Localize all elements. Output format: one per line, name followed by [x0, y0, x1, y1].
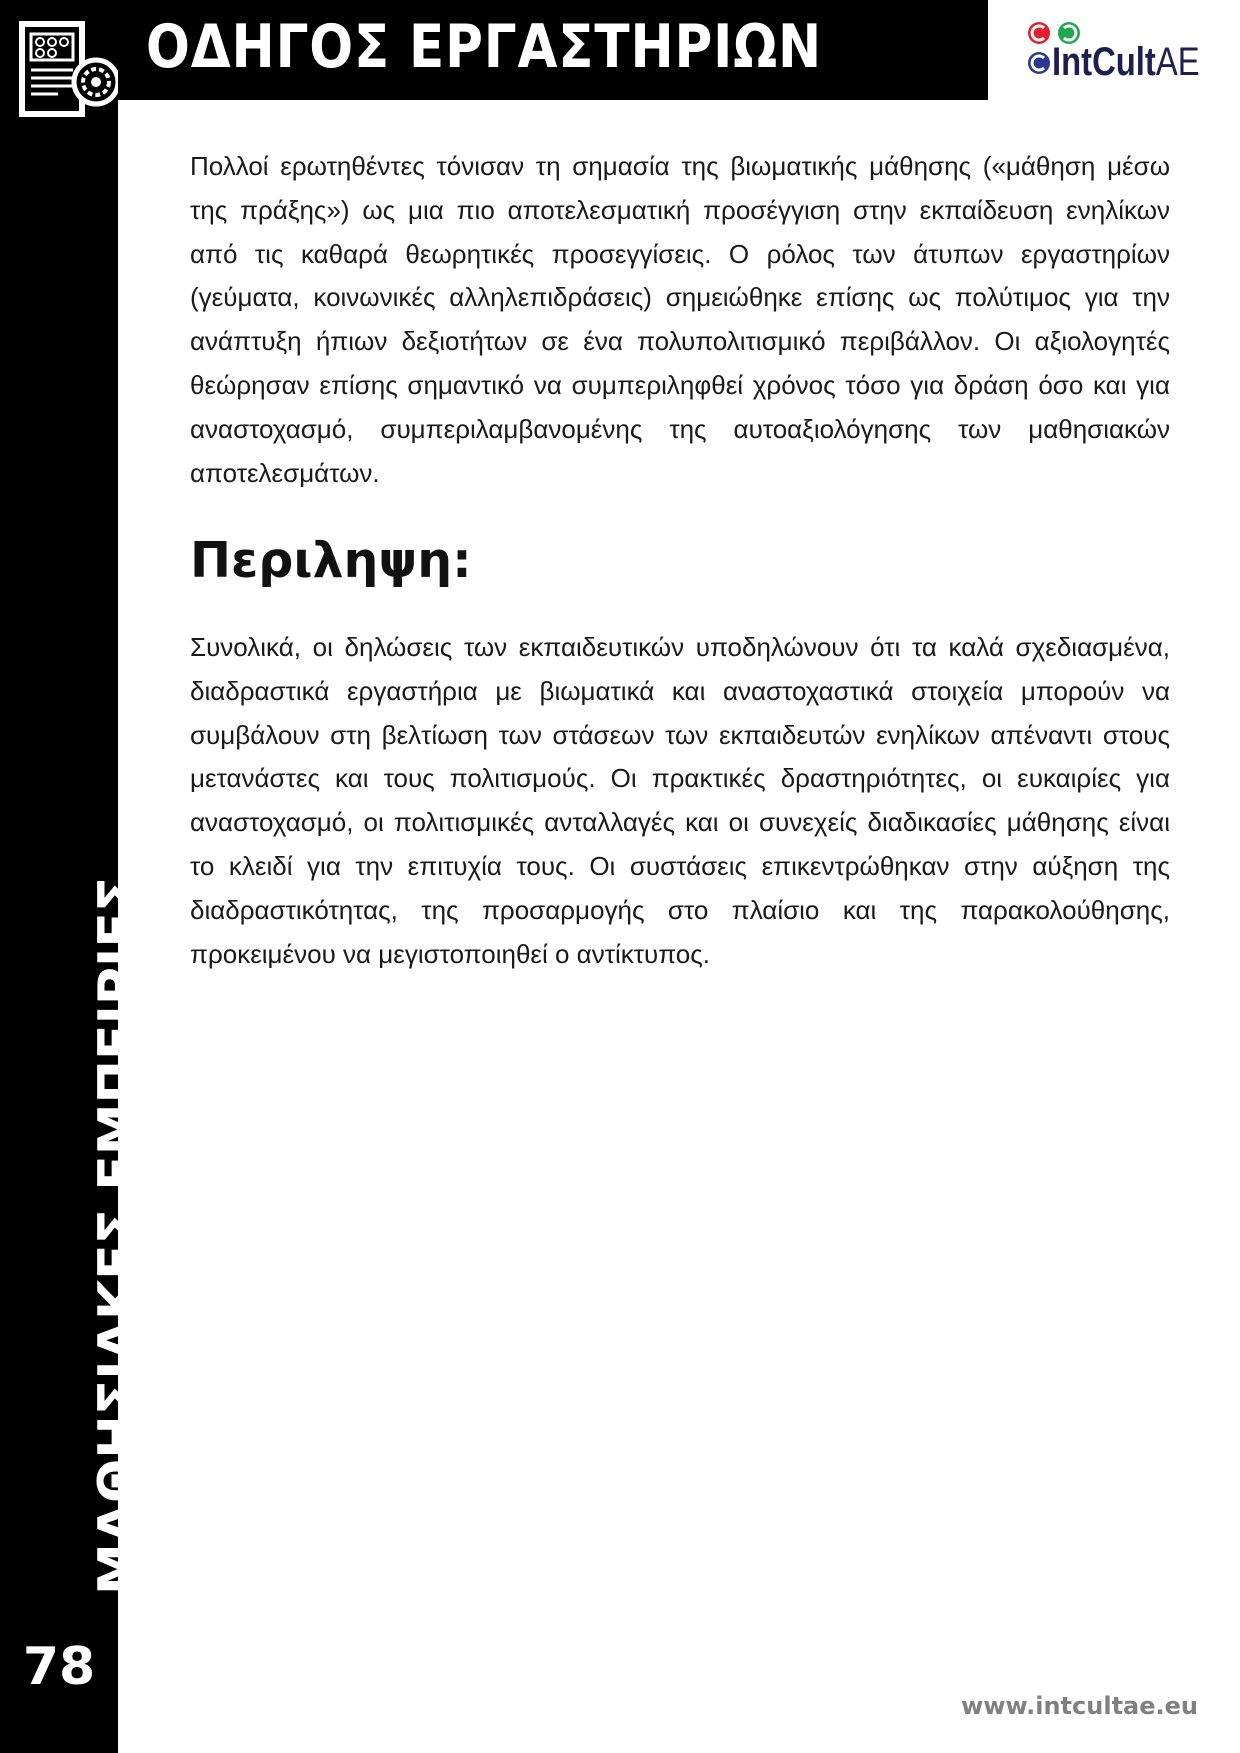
section-label: ΜΑΘΗΣΙΑΚΕΣ ΕΜΠΕΙΡΙΕΣ: [88, 876, 148, 1595]
intro-paragraph: Πολλοί ερωτηθέντες τόνισαν τη σημασία της βιωματικής μάθησης («μάθηση μέσω της πράξης») ως μια πιο αποτελεσματική προσέγγιση στην εκπαίδευση ενηλίκων από τις καθαρά θεωρητικές προσεγγίσεις. Ο ρόλος των άτυπων εργαστηρίων (γεύματα, κοινωνικές αλληλεπιδράσεις) σημειώθηκε επίσης ως πολύτιμος για την ανάπτυξη ήπιων δεξιοτήτων σε ένα πολυπολιτισμικό περιβάλλον. Οι αξιολογητές θεώρησαν επίσης σημαντικό να συμπεριληφθεί χρόνος τόσο για δράση όσο και για αναστοχασμό, συμπεριλαμβανομένης της αυτοαξιολόγησης των μαθησιακών αποτελεσμάτων.: [190, 151, 1170, 488]
document-gear-icon: [18, 20, 118, 130]
summary-heading: Περιληψη:: [190, 532, 472, 589]
page-number: 78: [22, 1637, 96, 1697]
logo-text-light: AE: [1155, 40, 1200, 84]
logo-text: [1052, 42, 1200, 82]
page-title: ΟΔΗΓΟΣ ΕΡΓΑΣΤΗΡΙΩΝ: [146, 12, 823, 82]
summary-section: [190, 626, 1170, 976]
footer-url[interactable]: www.intcultae.eu: [961, 1692, 1198, 1720]
logo-text-bold: IntCult: [1052, 40, 1156, 84]
intro-section: [190, 145, 1170, 495]
summary-paragraph: Συνολικά, οι δηλώσεις των εκπαιδευτικών υποδηλώνουν ότι τα καλά σχεδιασμένα, διαδραστικά εργαστήρια με βιωματικά και αναστοχαστικά στοιχεία μπορούν να συμβάλουν στη βελτίωση των στάσεων των εκπαιδευτών ενηλίκων απέναντι στους μετανάστες και τους πολιτισμούς. Οι πρακτικές δραστηριότητες, οι ευκαιρίες για αναστοχασμό, οι πολιτισμικές ανταλλαγές και οι συνεχείς διαδικασίες μάθησης είναι το κλειδί για την επιτυχία τους. Οι συστάσεις επικεντρώθηκαν στην αύξηση της διαδραστικότητας, της προσαρμογής στο πλαίσιο και της παρακολούθησης, προκειμένου να μεγιστοποιηθεί ο αντίκτυπος.: [190, 632, 1170, 969]
